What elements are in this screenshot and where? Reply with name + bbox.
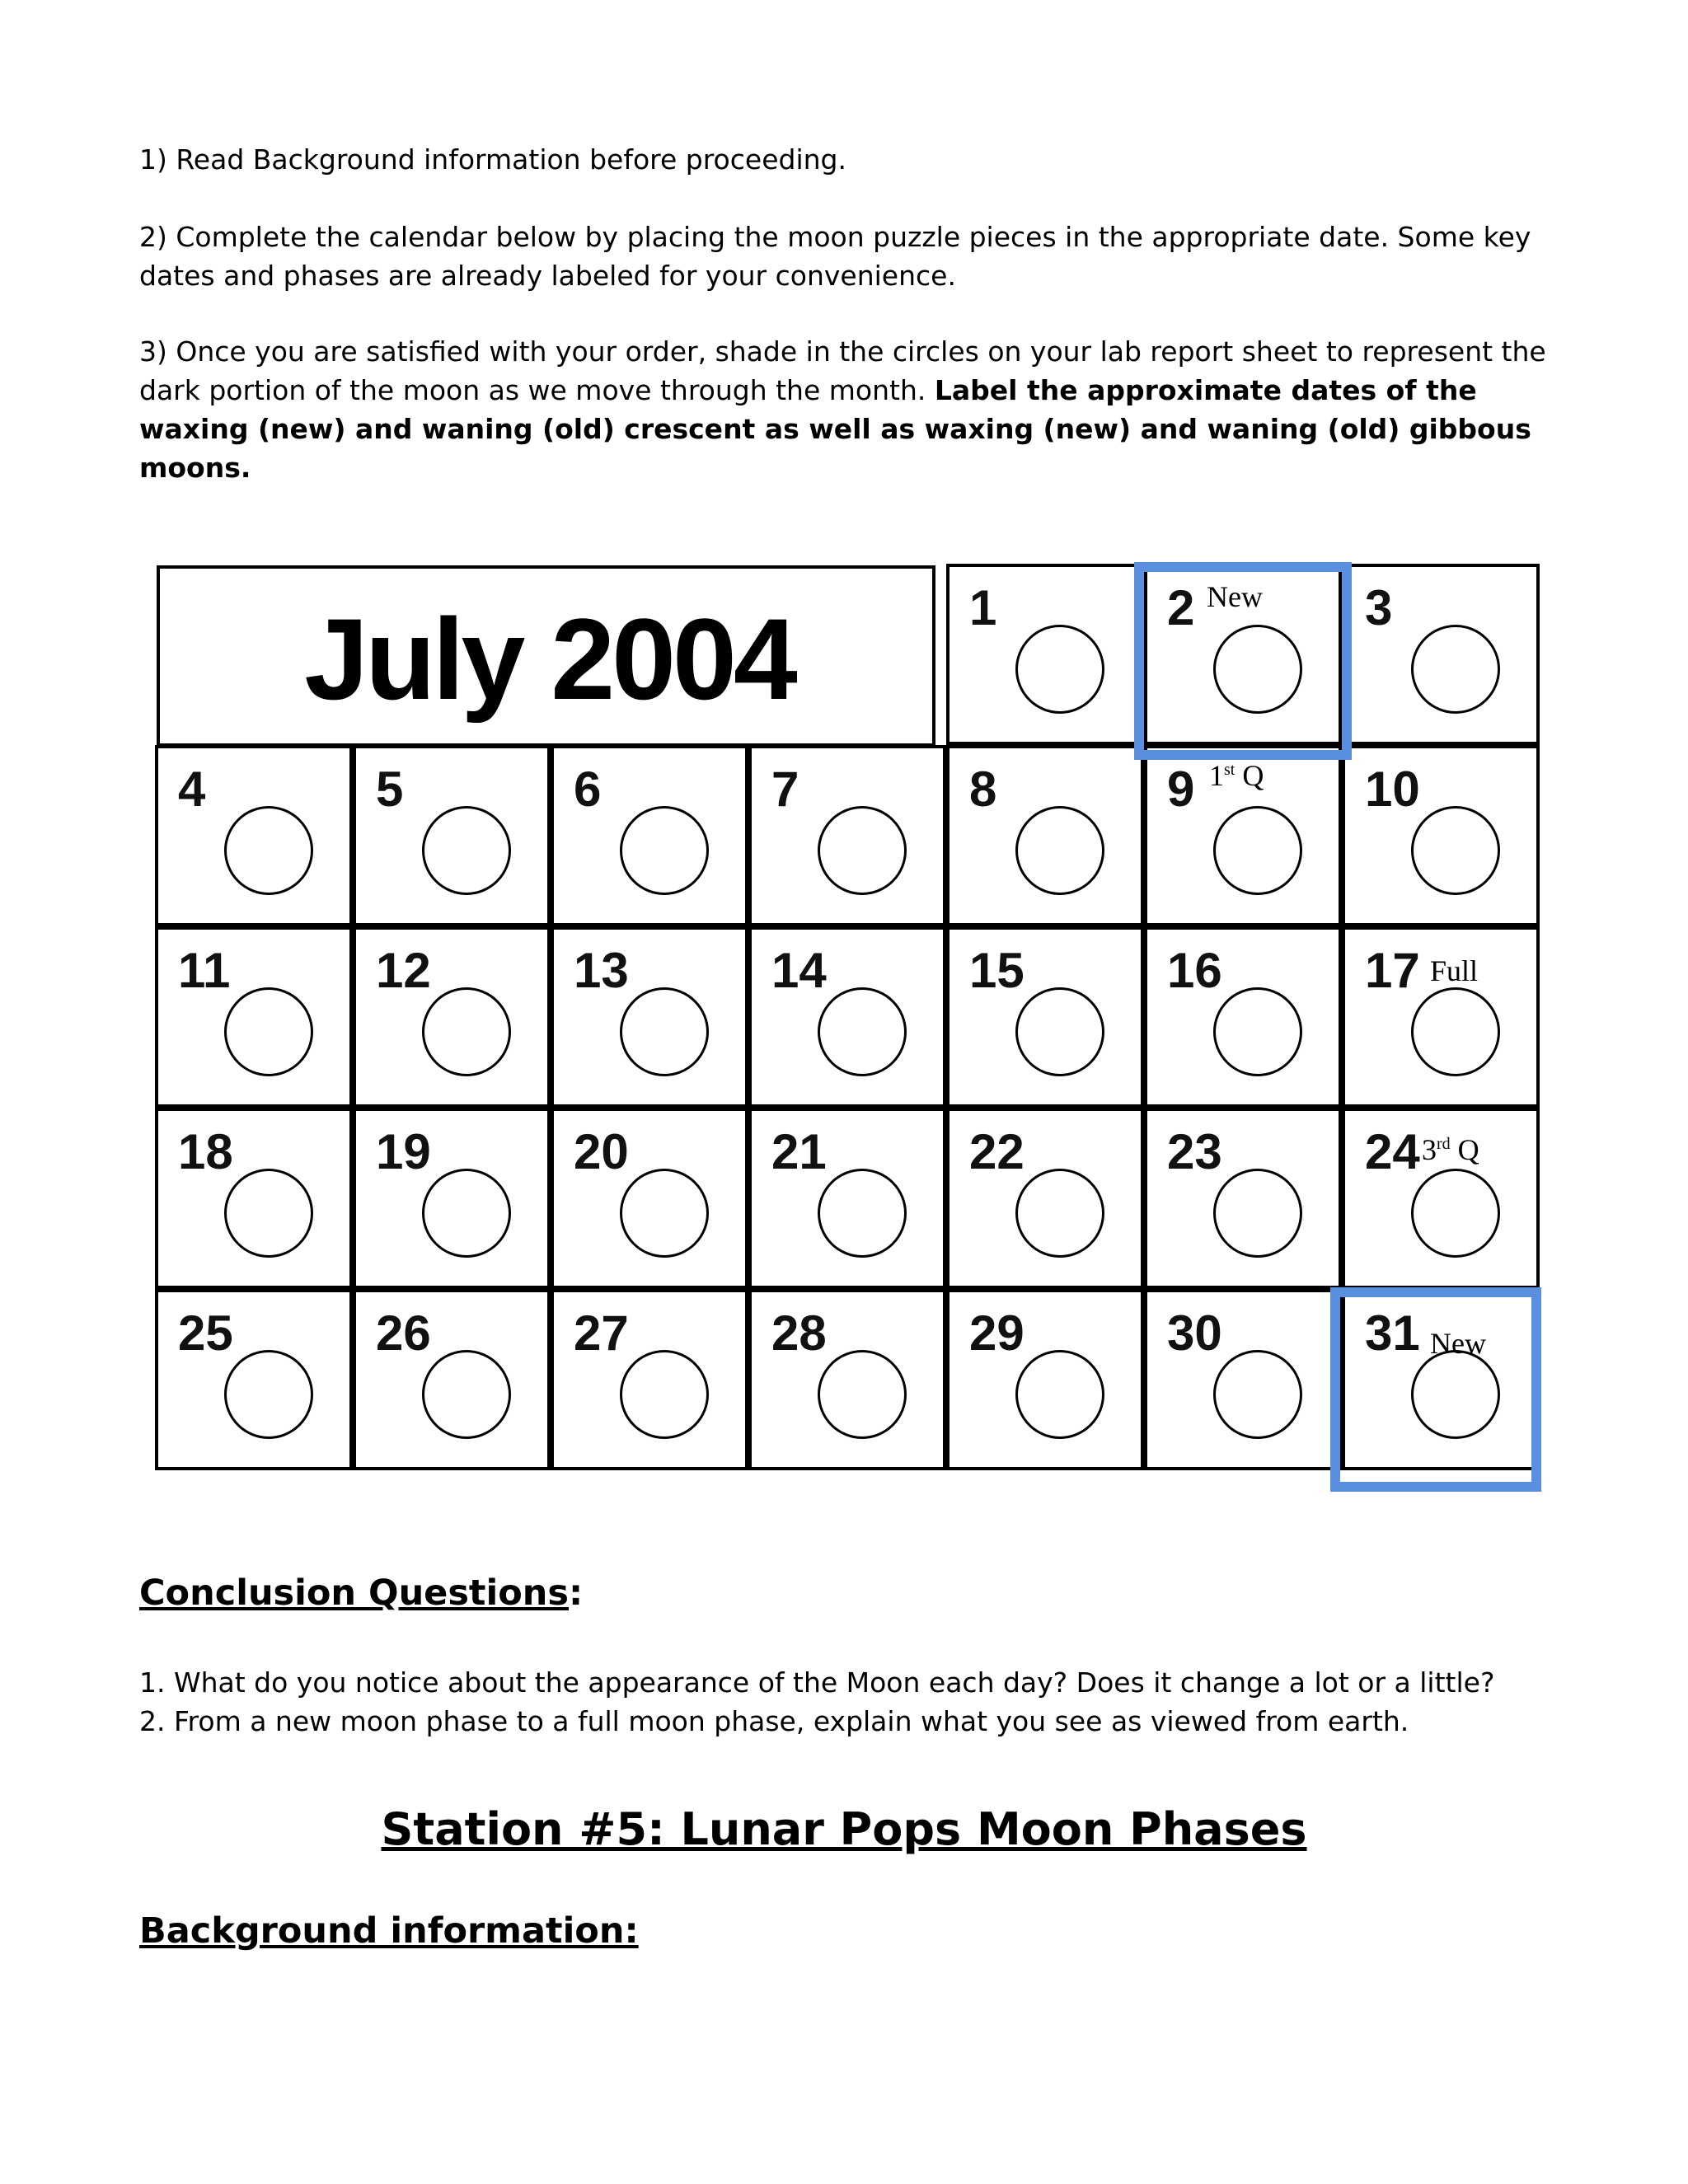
calendar-day-number: 29 <box>969 1305 1025 1361</box>
instruction-step-1: 1) Read Background information before proceeding. <box>139 143 846 176</box>
calendar-day-cell <box>946 926 1144 1108</box>
calendar-day-number: 10 <box>1365 762 1420 817</box>
moon-circle[interactable] <box>1015 625 1104 714</box>
calendar-day-cell <box>155 745 353 926</box>
calendar-day-cell <box>353 926 551 1108</box>
calendar-day-cell <box>353 1289 551 1470</box>
calendar-day-number: 13 <box>574 943 629 998</box>
calendar-day-number: 11 <box>178 943 231 998</box>
moon-circle[interactable] <box>620 1169 709 1258</box>
calendar-day-cell <box>1144 1289 1342 1470</box>
moon-circle[interactable] <box>422 806 511 895</box>
calendar-day-number: 7 <box>771 762 799 817</box>
calendar-day-cell <box>551 926 748 1108</box>
calendar-day-number: 6 <box>574 762 602 817</box>
calendar-day-cell <box>1342 1289 1540 1470</box>
calendar-day-number: 19 <box>376 1124 431 1179</box>
moon-circle[interactable] <box>1411 1350 1500 1439</box>
calendar-day-cell <box>155 1289 353 1470</box>
calendar-day-number: 25 <box>178 1305 233 1361</box>
calendar-day-cell <box>748 745 946 926</box>
calendar-day-cell <box>551 1289 748 1470</box>
moon-circle[interactable] <box>1213 625 1302 714</box>
calendar-day-number: 21 <box>771 1124 827 1179</box>
moon-circle[interactable] <box>224 987 313 1076</box>
calendar-day-cell <box>155 1108 353 1289</box>
conclusion-question-1: 1. What do you notice about the appearance of the Moon each day? Does it change a lot or a little? <box>139 1666 1495 1699</box>
moon-circle[interactable] <box>818 1169 907 1258</box>
calendar-day-cell <box>353 1108 551 1289</box>
station-title: Station #5: Lunar Pops Moon Phases <box>381 1803 1307 1855</box>
moon-calendar <box>157 565 1541 1488</box>
calendar-day-cell <box>946 745 1144 926</box>
calendar-day-number: 12 <box>376 943 431 998</box>
conclusion-question-2: 2. From a new moon phase to a full moon phase, explain what you see as viewed from earth. <box>139 1705 1409 1737</box>
calendar-day-cell <box>946 564 1144 745</box>
moon-circle[interactable] <box>1213 987 1302 1076</box>
conclusion-heading <box>139 1572 583 1614</box>
third-quarter-q: Q <box>1457 1133 1479 1166</box>
phase-label-new-moon-1: New <box>1207 580 1263 613</box>
first-quarter-suffix: st <box>1224 761 1236 779</box>
calendar-day-cell <box>551 745 748 926</box>
calendar-month-title: July 2004 <box>304 594 795 724</box>
calendar-day-number: 16 <box>1167 943 1222 998</box>
calendar-day-cell <box>748 926 946 1108</box>
calendar-day-number: 3 <box>1365 580 1393 635</box>
conclusion-heading-colon: : <box>568 1572 584 1614</box>
calendar-day-cell <box>1144 1108 1342 1289</box>
phase-label-first-quarter <box>1209 755 1264 790</box>
calendar-day-cell <box>748 1108 946 1289</box>
phase-label-full-moon: Full <box>1430 954 1479 987</box>
first-quarter-number: 1 <box>1209 759 1224 792</box>
phase-label-third-quarter <box>1422 1129 1479 1165</box>
calendar-day-cell <box>551 1108 748 1289</box>
calendar-day-number: 8 <box>969 762 997 817</box>
moon-circle[interactable] <box>620 806 709 895</box>
calendar-day-number: 1 <box>969 580 997 635</box>
third-quarter-suffix: rd <box>1437 1135 1451 1153</box>
moon-circle[interactable] <box>1411 806 1500 895</box>
moon-circle[interactable] <box>422 987 511 1076</box>
moon-circle[interactable] <box>224 1350 313 1439</box>
calendar-day-cell <box>748 1289 946 1470</box>
moon-circle[interactable] <box>620 987 709 1076</box>
calendar-day-number: 23 <box>1167 1124 1222 1179</box>
instruction-step-3-text: 3) Once you are satisfied with your order, shade in the circles on your lab report sheet to represent the dark portion of the moon as we move through the month. <box>139 335 1546 406</box>
moon-circle[interactable] <box>1015 806 1104 895</box>
moon-circle[interactable] <box>818 987 907 1076</box>
moon-circle[interactable] <box>1015 1169 1104 1258</box>
calendar-day-number: 17 <box>1365 943 1420 998</box>
calendar-day-number: 4 <box>178 762 206 817</box>
moon-circle[interactable] <box>1411 1169 1500 1258</box>
phase-label-new-moon-2: New <box>1430 1327 1486 1360</box>
calendar-title-cell <box>157 565 935 747</box>
calendar-day-number: 2 <box>1167 580 1195 635</box>
calendar-day-number: 15 <box>969 943 1025 998</box>
calendar-day-cell <box>1342 926 1540 1108</box>
instruction-step-3 <box>139 332 1557 487</box>
calendar-day-number: 26 <box>376 1305 431 1361</box>
calendar-day-number: 18 <box>178 1124 233 1179</box>
calendar-day-number: 27 <box>574 1305 629 1361</box>
conclusion-heading-text: Conclusion Questions <box>139 1572 569 1614</box>
moon-circle[interactable] <box>818 806 907 895</box>
moon-circle[interactable] <box>1213 1169 1302 1258</box>
moon-circle[interactable] <box>1213 1350 1302 1439</box>
calendar-day-number: 30 <box>1167 1305 1222 1361</box>
calendar-day-cell <box>353 745 551 926</box>
first-quarter-q: Q <box>1242 759 1264 792</box>
calendar-day-number: 14 <box>771 943 827 998</box>
moon-circle[interactable] <box>422 1350 511 1439</box>
calendar-day-number: 31 <box>1365 1305 1420 1361</box>
instruction-step-2: 2) Complete the calendar below by placing the moon puzzle pieces in the appropriate date. Some key dates and phases are already labeled for your convenience. <box>139 221 1531 292</box>
calendar-day-cell <box>1144 926 1342 1108</box>
calendar-day-cell <box>1342 745 1540 926</box>
moon-circle[interactable] <box>1411 625 1500 714</box>
moon-circle[interactable] <box>422 1169 511 1258</box>
moon-circle[interactable] <box>1015 987 1104 1076</box>
calendar-day-cell <box>946 1289 1144 1470</box>
calendar-day-cell <box>155 926 353 1108</box>
moon-circle[interactable] <box>1015 1350 1104 1439</box>
calendar-day-number: 5 <box>376 762 404 817</box>
moon-circle[interactable] <box>620 1350 709 1439</box>
calendar-day-number: 28 <box>771 1305 827 1361</box>
calendar-day-number: 24 <box>1365 1124 1420 1179</box>
moon-circle[interactable] <box>1213 806 1302 895</box>
moon-circle[interactable] <box>818 1350 907 1439</box>
calendar-day-cell <box>1342 564 1540 745</box>
calendar-day-number: 9 <box>1167 762 1195 817</box>
instruction-step-3-bold: Label the approximate dates of the waxing (new) and waning (old) crescent as well as waxing (new) and waning (old) gibbous moons. <box>139 374 1531 484</box>
background-heading: Background information: <box>139 1910 639 1952</box>
calendar-day-number: 20 <box>574 1124 629 1179</box>
third-quarter-number: 3 <box>1422 1133 1437 1166</box>
moon-circle[interactable] <box>224 806 313 895</box>
calendar-day-number: 22 <box>969 1124 1025 1179</box>
moon-circle[interactable] <box>1411 987 1500 1076</box>
calendar-day-cell <box>946 1108 1144 1289</box>
moon-circle[interactable] <box>224 1169 313 1258</box>
